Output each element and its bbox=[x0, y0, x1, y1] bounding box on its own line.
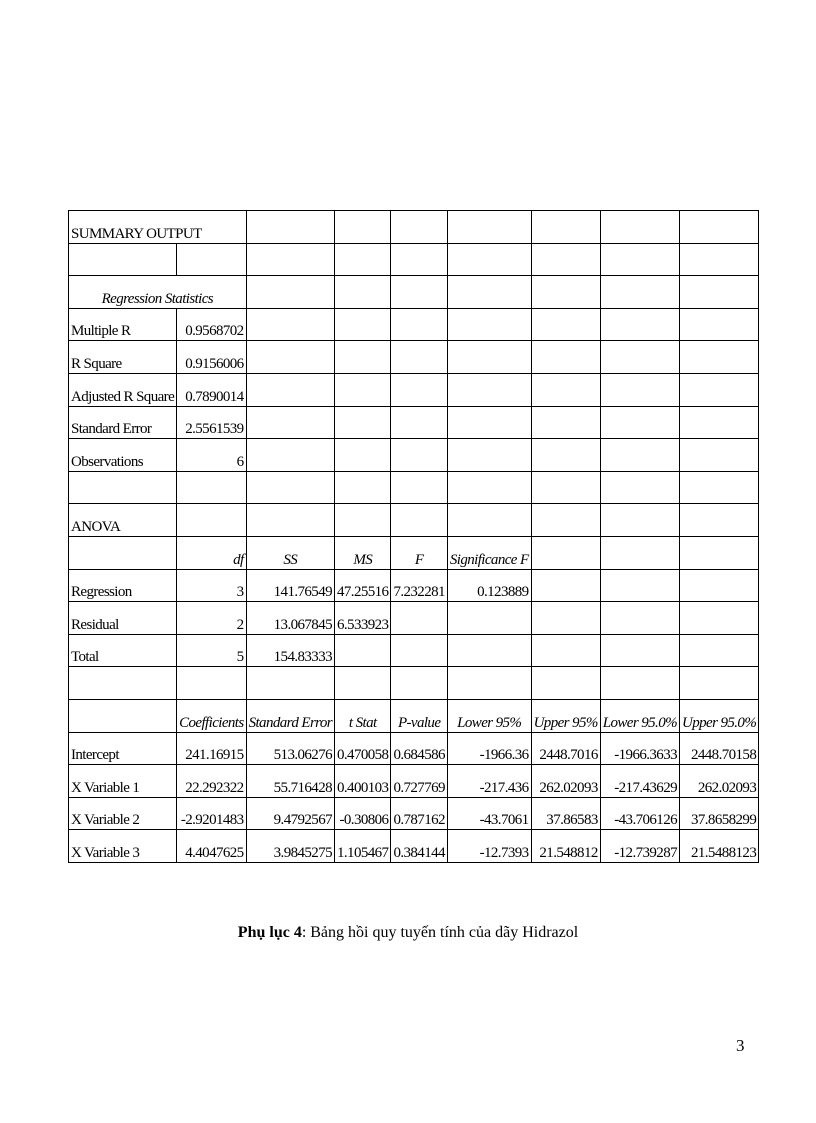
coef-value: 9.4792567 bbox=[246, 797, 334, 830]
empty-cell bbox=[246, 211, 334, 244]
coef-header: P-value bbox=[391, 699, 447, 732]
empty-cell bbox=[680, 341, 759, 374]
table-row bbox=[69, 797, 759, 830]
empty-cell bbox=[246, 373, 334, 406]
empty-cell bbox=[600, 308, 679, 341]
empty-cell bbox=[335, 211, 391, 244]
coef-header: Lower 95.0% bbox=[600, 699, 679, 732]
coef-value: -43.706126 bbox=[600, 797, 679, 830]
empty-cell bbox=[391, 341, 447, 374]
anova-value: 7.232281 bbox=[391, 569, 447, 602]
empty-cell bbox=[447, 471, 531, 504]
coef-header: t Stat bbox=[335, 699, 391, 732]
empty-cell bbox=[680, 504, 759, 537]
empty-cell bbox=[246, 341, 334, 374]
empty-cell bbox=[531, 211, 600, 244]
anova-value: 3 bbox=[177, 569, 246, 602]
empty-cell bbox=[177, 471, 246, 504]
empty-cell bbox=[680, 308, 759, 341]
anova-header: df bbox=[177, 536, 246, 569]
empty-cell bbox=[531, 276, 600, 309]
coef-value: 1.105467 bbox=[335, 830, 391, 863]
empty-cell bbox=[447, 341, 531, 374]
empty-cell bbox=[600, 504, 679, 537]
coef-value: 0.470058 bbox=[335, 732, 391, 765]
coef-value: 0.684586 bbox=[391, 732, 447, 765]
stat-value: 6 bbox=[177, 439, 246, 472]
empty-cell bbox=[447, 373, 531, 406]
empty-cell bbox=[69, 667, 177, 700]
empty-cell bbox=[69, 471, 177, 504]
stat-value: 2.5561539 bbox=[177, 406, 246, 439]
empty-cell bbox=[391, 406, 447, 439]
empty-cell bbox=[600, 667, 679, 700]
coef-header: Upper 95% bbox=[531, 699, 600, 732]
empty-cell bbox=[335, 341, 391, 374]
anova-value: 0.123889 bbox=[447, 569, 531, 602]
coef-value: 2448.7016 bbox=[531, 732, 600, 765]
coef-value: 22.292322 bbox=[177, 765, 246, 798]
empty-cell bbox=[391, 504, 447, 537]
empty-cell bbox=[447, 243, 531, 276]
caption-text: : Bảng hồi quy tuyến tính của dãy Hidrazol bbox=[301, 924, 579, 941]
anova-value: 154.83333 bbox=[246, 634, 334, 667]
regression-summary-table bbox=[68, 210, 759, 863]
empty-cell bbox=[531, 406, 600, 439]
anova-header: Significance F bbox=[447, 536, 531, 569]
anova-value: 13.067845 bbox=[246, 602, 334, 635]
empty-cell bbox=[680, 243, 759, 276]
coef-value: -1966.3633 bbox=[600, 732, 679, 765]
empty-cell bbox=[600, 634, 679, 667]
stat-label: Observations bbox=[69, 439, 177, 472]
table-caption bbox=[0, 924, 816, 942]
table-row bbox=[69, 471, 759, 504]
empty-cell bbox=[600, 211, 679, 244]
table-row bbox=[69, 341, 759, 374]
stat-value: 0.9156006 bbox=[177, 341, 246, 374]
coef-value: 262.02093 bbox=[531, 765, 600, 798]
coef-value: -43.7061 bbox=[447, 797, 531, 830]
stat-value: 0.9568702 bbox=[177, 308, 246, 341]
empty-cell bbox=[335, 504, 391, 537]
coef-value: 21.5488123 bbox=[680, 830, 759, 863]
empty-cell bbox=[246, 276, 334, 309]
coef-value: 241.16915 bbox=[177, 732, 246, 765]
empty-cell bbox=[531, 341, 600, 374]
coef-value: 2448.70158 bbox=[680, 732, 759, 765]
empty-cell bbox=[600, 439, 679, 472]
anova-value: 141.76549 bbox=[246, 569, 334, 602]
table-row bbox=[69, 406, 759, 439]
coef-value: 55.716428 bbox=[246, 765, 334, 798]
empty-cell bbox=[531, 471, 600, 504]
table-row bbox=[69, 243, 759, 276]
anova-value: 2 bbox=[177, 602, 246, 635]
summary-title: SUMMARY OUTPUT bbox=[69, 211, 247, 244]
coef-value: 37.8658299 bbox=[680, 797, 759, 830]
coef-header: Lower 95% bbox=[447, 699, 531, 732]
table-row bbox=[69, 602, 759, 635]
empty-cell bbox=[177, 504, 246, 537]
empty-cell bbox=[335, 373, 391, 406]
empty-cell bbox=[600, 569, 679, 602]
empty-cell bbox=[246, 667, 334, 700]
empty-cell bbox=[391, 634, 447, 667]
empty-cell bbox=[680, 569, 759, 602]
coef-value: 0.384144 bbox=[391, 830, 447, 863]
stat-label: R Square bbox=[69, 341, 177, 374]
empty-cell bbox=[391, 471, 447, 504]
empty-cell bbox=[391, 276, 447, 309]
anova-value: 5 bbox=[177, 634, 246, 667]
anova-row-label: Total bbox=[69, 634, 177, 667]
table-row bbox=[69, 536, 759, 569]
stat-label: Multiple R bbox=[69, 308, 177, 341]
empty-cell bbox=[335, 471, 391, 504]
empty-cell bbox=[531, 439, 600, 472]
empty-cell bbox=[680, 667, 759, 700]
table-row bbox=[69, 765, 759, 798]
empty-cell bbox=[391, 439, 447, 472]
coef-value: 37.86583 bbox=[531, 797, 600, 830]
anova-heading: ANOVA bbox=[69, 504, 177, 537]
empty-cell bbox=[69, 243, 177, 276]
empty-cell bbox=[600, 471, 679, 504]
empty-cell bbox=[177, 243, 246, 276]
empty-cell bbox=[680, 211, 759, 244]
empty-cell bbox=[600, 276, 679, 309]
empty-cell bbox=[246, 308, 334, 341]
anova-value: 47.25516 bbox=[335, 569, 391, 602]
empty-cell bbox=[531, 536, 600, 569]
coef-row-label: X Variable 3 bbox=[69, 830, 177, 863]
table-row bbox=[69, 439, 759, 472]
empty-cell bbox=[246, 243, 334, 276]
stat-label: Standard Error bbox=[69, 406, 177, 439]
table-row bbox=[69, 667, 759, 700]
coef-row-label: X Variable 1 bbox=[69, 765, 177, 798]
empty-cell bbox=[447, 439, 531, 472]
coef-value: -1966.36 bbox=[447, 732, 531, 765]
coef-row-label: Intercept bbox=[69, 732, 177, 765]
coef-value: 262.02093 bbox=[680, 765, 759, 798]
anova-row-label: Regression bbox=[69, 569, 177, 602]
table-row bbox=[69, 699, 759, 732]
anova-header: F bbox=[391, 536, 447, 569]
empty-cell bbox=[447, 634, 531, 667]
empty-cell bbox=[335, 276, 391, 309]
empty-cell bbox=[680, 373, 759, 406]
empty-cell bbox=[600, 373, 679, 406]
coef-header: Coefficients bbox=[177, 699, 246, 732]
anova-header: SS bbox=[246, 536, 334, 569]
table-row bbox=[69, 276, 759, 309]
empty-cell bbox=[680, 536, 759, 569]
coef-value: -12.739287 bbox=[600, 830, 679, 863]
empty-cell bbox=[246, 471, 334, 504]
empty-cell bbox=[391, 308, 447, 341]
empty-cell bbox=[531, 634, 600, 667]
empty-cell bbox=[447, 308, 531, 341]
empty-cell bbox=[531, 243, 600, 276]
coef-value: -217.436 bbox=[447, 765, 531, 798]
table-row bbox=[69, 308, 759, 341]
empty-cell bbox=[447, 276, 531, 309]
empty-cell bbox=[680, 276, 759, 309]
table-row bbox=[69, 634, 759, 667]
table-row bbox=[69, 569, 759, 602]
table-row bbox=[69, 732, 759, 765]
coef-value: 3.9845275 bbox=[246, 830, 334, 863]
coef-value: 4.4047625 bbox=[177, 830, 246, 863]
empty-cell bbox=[69, 536, 177, 569]
empty-cell bbox=[600, 536, 679, 569]
coef-value: 513.06276 bbox=[246, 732, 334, 765]
page-number: 3 bbox=[736, 1036, 745, 1055]
coef-value: -2.9201483 bbox=[177, 797, 246, 830]
stat-value: 0.7890014 bbox=[177, 373, 246, 406]
coef-value: -12.7393 bbox=[447, 830, 531, 863]
empty-cell bbox=[335, 406, 391, 439]
coef-value: 0.400103 bbox=[335, 765, 391, 798]
empty-cell bbox=[531, 308, 600, 341]
empty-cell bbox=[447, 211, 531, 244]
coef-value: -217.43629 bbox=[600, 765, 679, 798]
coef-value: -0.30806 bbox=[335, 797, 391, 830]
empty-cell bbox=[391, 211, 447, 244]
coef-header: Standard Error bbox=[246, 699, 334, 732]
empty-cell bbox=[531, 569, 600, 602]
coef-header: Upper 95.0% bbox=[680, 699, 759, 732]
table-row bbox=[69, 830, 759, 863]
coef-value: 0.787162 bbox=[391, 797, 447, 830]
empty-cell bbox=[531, 667, 600, 700]
regression-statistics-heading: Regression Statistics bbox=[69, 276, 247, 309]
empty-cell bbox=[246, 406, 334, 439]
empty-cell bbox=[531, 373, 600, 406]
empty-cell bbox=[600, 243, 679, 276]
empty-cell bbox=[600, 406, 679, 439]
empty-cell bbox=[680, 471, 759, 504]
caption-label: Phụ lục 4 bbox=[237, 924, 302, 941]
empty-cell bbox=[531, 504, 600, 537]
empty-cell bbox=[335, 308, 391, 341]
empty-cell bbox=[391, 667, 447, 700]
empty-cell bbox=[447, 667, 531, 700]
empty-cell bbox=[680, 602, 759, 635]
table-row bbox=[69, 211, 759, 244]
empty-cell bbox=[447, 602, 531, 635]
empty-cell bbox=[600, 341, 679, 374]
empty-cell bbox=[246, 439, 334, 472]
anova-row-label: Residual bbox=[69, 602, 177, 635]
empty-cell bbox=[531, 602, 600, 635]
empty-cell bbox=[335, 667, 391, 700]
empty-cell bbox=[246, 504, 334, 537]
empty-cell bbox=[335, 439, 391, 472]
anova-value: 6.533923 bbox=[335, 602, 391, 635]
empty-cell bbox=[447, 406, 531, 439]
stat-label: Adjusted R Square bbox=[69, 373, 177, 406]
coef-value: 0.727769 bbox=[391, 765, 447, 798]
empty-cell bbox=[447, 504, 531, 537]
empty-cell bbox=[177, 667, 246, 700]
empty-cell bbox=[680, 439, 759, 472]
table-row bbox=[69, 504, 759, 537]
coef-value: 21.548812 bbox=[531, 830, 600, 863]
empty-cell bbox=[600, 602, 679, 635]
empty-cell bbox=[680, 634, 759, 667]
anova-header: MS bbox=[335, 536, 391, 569]
coef-row-label: X Variable 2 bbox=[69, 797, 177, 830]
empty-cell bbox=[391, 602, 447, 635]
empty-cell bbox=[335, 243, 391, 276]
empty-cell bbox=[391, 373, 447, 406]
empty-cell bbox=[335, 634, 391, 667]
empty-cell bbox=[69, 699, 177, 732]
empty-cell bbox=[391, 243, 447, 276]
table-row bbox=[69, 373, 759, 406]
empty-cell bbox=[680, 406, 759, 439]
